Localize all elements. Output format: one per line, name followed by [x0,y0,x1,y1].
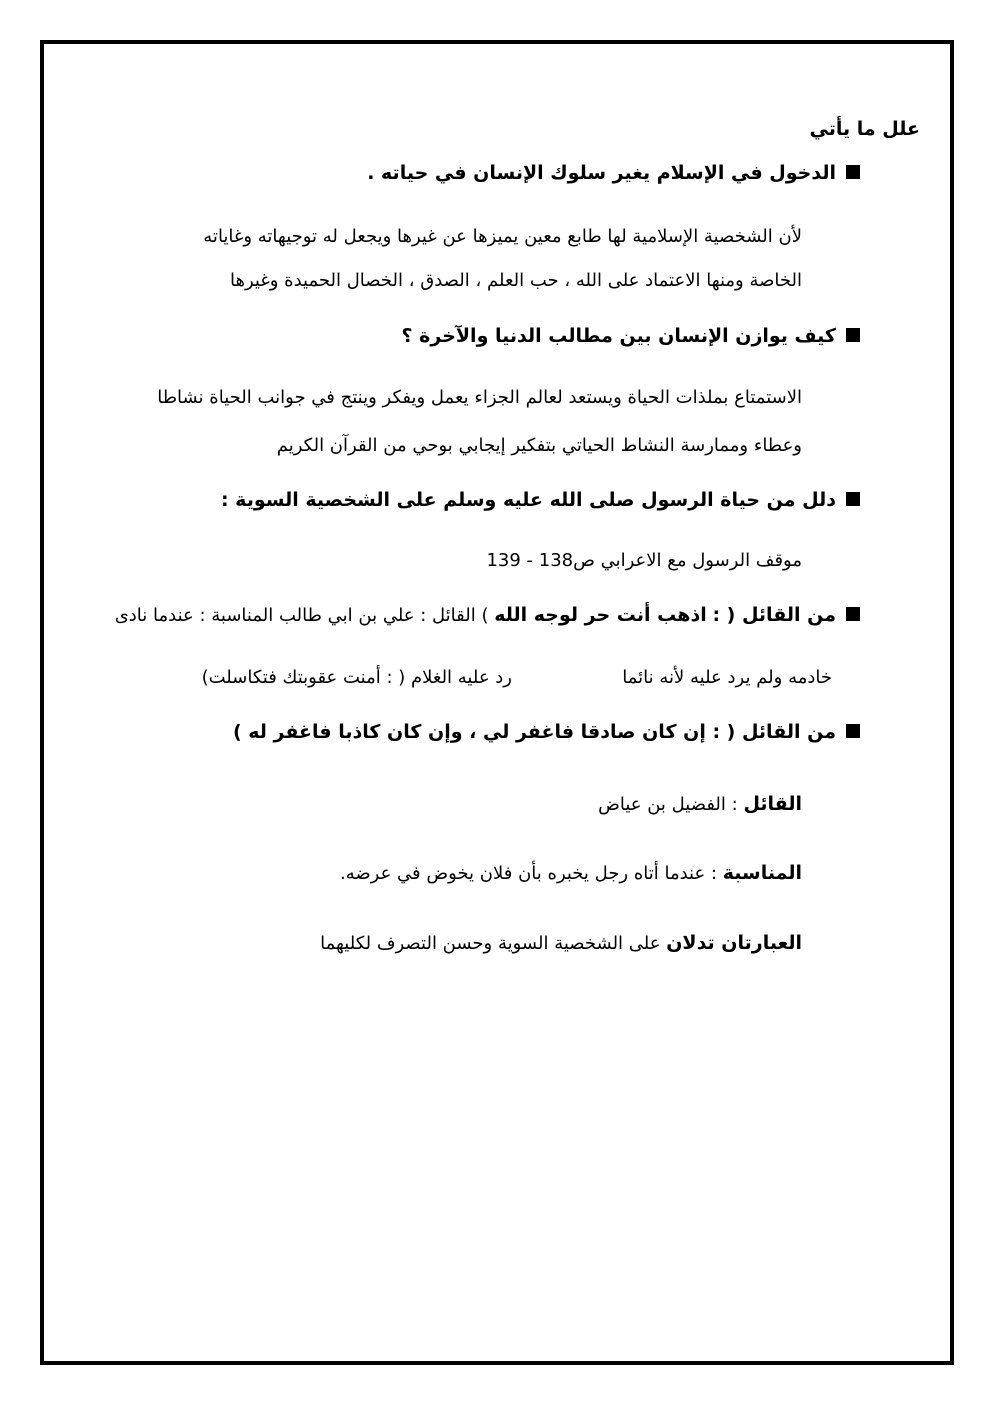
speaker-value: : الفضيل بن عياض [598,794,738,815]
occasion-label: المناسبة [722,862,802,884]
answer-1-line-2: الخاصة ومنها الاعتماد على الله ، حب العلم ، الصدق ، الخصال الحميدة وغيرها [230,270,802,291]
question-4 [115,604,860,626]
question-3 [221,489,860,511]
speaker-line [598,793,802,815]
answer-4-line-2b: رد عليه الغلام ( : أمنت عقوبتك فتكاسلت) [201,667,512,688]
square-bullet-icon [846,607,860,621]
phrases-label: العبارتان تدلان [666,932,802,954]
section-heading: علل ما يأتي [809,118,920,140]
speaker-label: القائل [743,793,802,815]
answer-1-line-1: لأن الشخصية الإسلامية لها طابع معين يميزها عن غيرها ويجعل له توجيهاته وغاياته [203,226,802,247]
phrases-value: على الشخصية السوية وحسن التصرف لكليهما [320,933,661,954]
question-5-text: من القائل ( : إن كان صادقا فاغفر لي ، وإن كان كاذبا فاغفر له ) [232,721,836,743]
answer-3: موقف الرسول مع الاعرابي ص138 - 139 [486,550,802,571]
occasion-value: : عندما أتاه رجل يخبره بأن فلان يخوض في عرضه. [340,863,718,884]
question-3-text: دلل من حياة الرسول صلى الله عليه وسلم على الشخصية السوية : [220,489,836,511]
square-bullet-icon [846,165,860,179]
question-2 [402,325,860,347]
question-1 [367,162,860,184]
phrases-line [320,932,802,954]
question-4-prefix: من القائل ( : [712,604,836,626]
question-4-rest: ) القائل : علي بن ابي طالب المناسبة : عندما نادى [114,605,489,626]
question-4-quote: اذهب أنت حر لوجه الله [494,604,707,626]
square-bullet-icon [846,328,860,342]
answer-4-line-2a: خادمه ولم يرد عليه لأنه نائما [622,667,832,688]
answer-2-line-1: الاستمتاع بملذات الحياة ويستعد لعالم الجزاء يعمل ويفكر وينتج في جوانب الحياة نشاطا [157,387,802,408]
question-2-text: كيف يوازن الإنسان بين مطالب الدنيا والآخرة ؟ [401,325,836,347]
question-5 [233,721,860,743]
occasion-line [340,862,802,884]
answer-2-line-2: وعطاء وممارسة النشاط الحياتي بتفكير إيجابي بوحي من القرآن الكريم [276,435,802,456]
square-bullet-icon [846,724,860,738]
square-bullet-icon [846,492,860,506]
question-1-text: الدخول في الإسلام يغير سلوك الإنسان في حياته . [367,162,836,184]
